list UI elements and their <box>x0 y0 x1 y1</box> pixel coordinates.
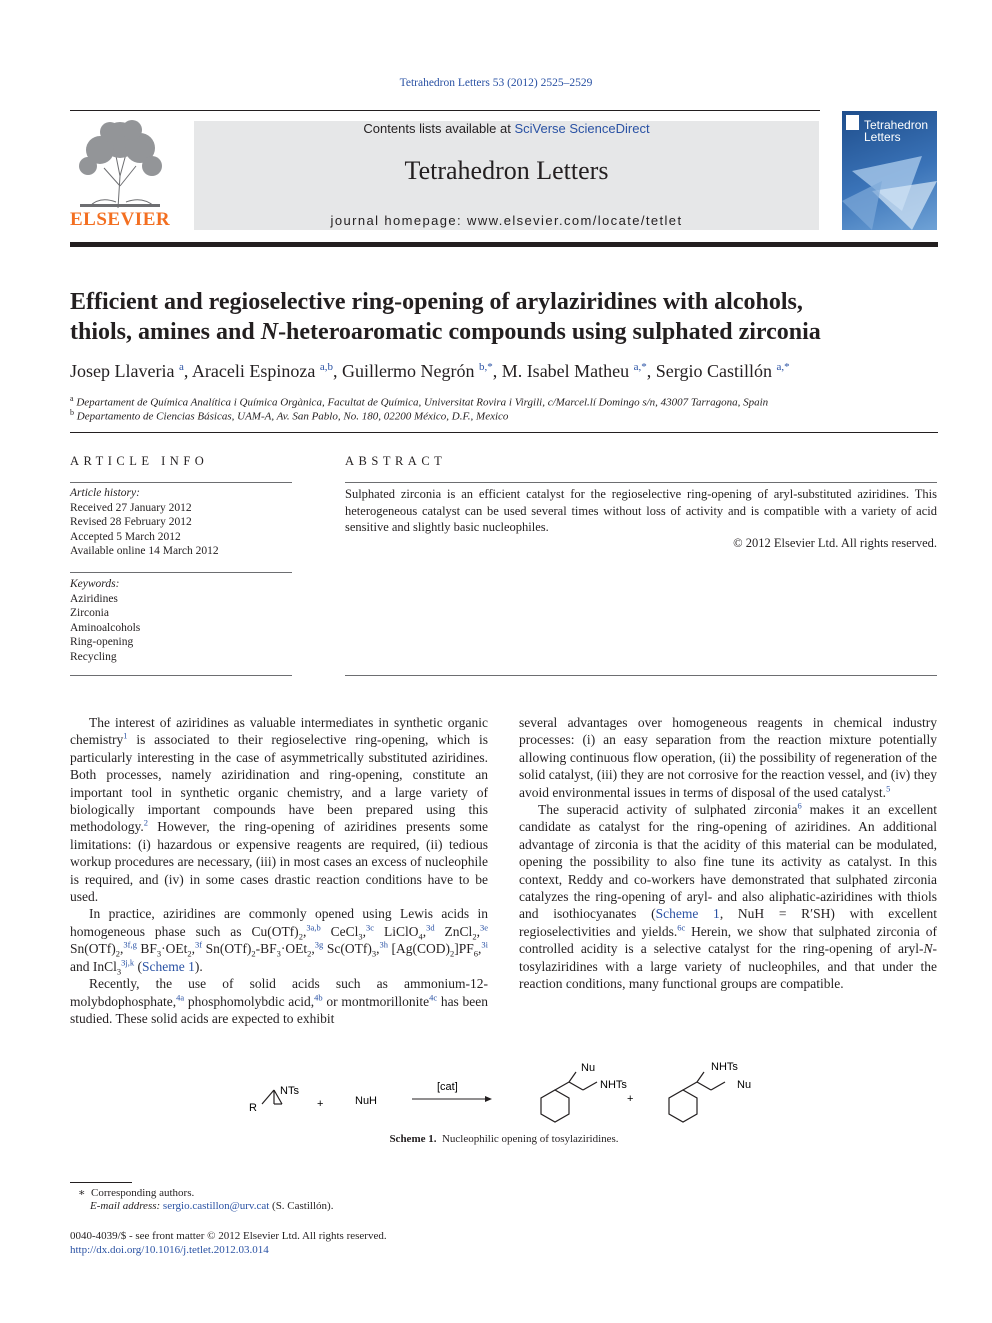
title-line-2a: thiols, amines and <box>70 319 261 345</box>
product-1-structure <box>541 1072 597 1122</box>
elsevier-tree-logo <box>70 116 170 210</box>
header-thick-rule <box>70 242 938 247</box>
article-title <box>70 287 938 347</box>
author-affil-sup[interactable]: a,b <box>319 361 333 373</box>
scheme-caption <box>0 1133 992 1145</box>
product-1-nu-label: Nu <box>581 1062 596 1074</box>
body-paragraph: The interest of aziridines as valuable intermediates in synthetic organic chemistry$^1$ is associated to their regioselective ring-opening, which is particularly interesting in the case of asymmetrically substituted aziridines. Both processes, namely aziridination and ring-opening, constitute an important tool in synthetic organic chemistry, and a large variety of biologically important compounds have been prepared using this methodology.$^2$ However, the ring-opening of aziridines presents some limitations: (i) hazardous or expensive reagents are required, (ii) tedious workup procedures are necessary, (iii) in most cases an excess of nucleophile is required, and (iv) in some cases drastic reaction conditions have to be used. <box>70 715 488 905</box>
journal-title: Tetrahedron Letters <box>404 156 609 185</box>
info-rule-3 <box>70 675 292 676</box>
doi-link[interactable]: http://dx.doi.org/10.1016/j.tetlet.2012.03.014 <box>70 1244 269 1256</box>
cover-title-line2: Letters <box>864 130 901 144</box>
author-name: Guillermo Negrón <box>341 361 475 381</box>
keywords <box>70 577 292 664</box>
product-1-nhts-label: NHTs <box>600 1079 627 1091</box>
author-name: Josep Llaveria <box>70 361 175 381</box>
journal-citation[interactable]: Tetrahedron Letters 53 (2012) 2525–2529 <box>399 77 593 89</box>
homepage-line <box>194 213 819 228</box>
affiliation-sup: b <box>70 408 74 417</box>
abstract-copyright: © 2012 Elsevier Ltd. All rights reserved. <box>733 536 937 550</box>
info-rule-2 <box>70 572 292 573</box>
email-note <box>90 1200 333 1212</box>
keyword-item: Zirconia <box>70 607 109 619</box>
history-item: Revised 28 February 2012 <box>70 516 192 528</box>
corresponding-note: ∗ Corresponding authors. <box>78 1187 195 1199</box>
aziridine-nts-label: NTs <box>280 1085 299 1097</box>
info-rule-1 <box>70 482 292 483</box>
author-affil-sup[interactable]: a,* <box>776 361 790 373</box>
cover-title <box>864 119 928 143</box>
scheme-1-diagram <box>240 1050 770 1125</box>
history-item: Received 27 January 2012 <box>70 501 192 514</box>
body-paragraph: In practice, aziridines are commonly opened using Lewis acids in homogeneous phase such as $Cu(OTf)_2,^{3a,b}$ CeCl$_3$,$^{3c}$ LiClO$_4$,$^{3d}$ ZnCl$_2$,$^{3e}$ $Sn(OTf)_2,^{3f,g}$ $BF_3\cdot OEt_2,^{3f}$ $Sn(OTf)_2-BF_3\cdot OEt_2,^{3g}$ $Sc(OTf)_3,^{3h}$ $[Ag(COD)_2]PF_6,^{3i}$ and InCl$_3^{3j,k}$ (Scheme 1). <box>70 906 488 977</box>
contents-line <box>194 121 819 136</box>
plus-sign: + <box>317 1098 324 1110</box>
author-affil-sup[interactable]: a,* <box>633 361 647 373</box>
title-italic-n: N <box>260 319 279 345</box>
affiliation-text: Departament de Química Analítica i Química Orgànica, Facultat de Química, Universitat Rovira i Virgili, c/Marcel.lí Domingo s/n, 43007 Tarragona, Spain <box>76 396 769 409</box>
keywords-label: Keywords: <box>70 578 120 590</box>
abstract-rule-top <box>345 482 937 483</box>
journal-cover[interactable] <box>842 111 937 230</box>
cover-title-line1: Tetrahedron <box>864 118 929 132</box>
keyword-item: Ring-opening <box>70 636 134 648</box>
aziridine-r-label: R <box>249 1102 257 1114</box>
title-line-2 <box>70 317 938 347</box>
email-owner: (S. Castillón). <box>269 1200 334 1212</box>
article-history <box>70 486 292 559</box>
catalyst-label: [cat] <box>437 1081 458 1093</box>
product-2-nhts-label: NHTs <box>711 1061 738 1073</box>
cover-graphic <box>842 151 937 230</box>
elsevier-wordmark[interactable]: ELSEVIER <box>70 209 171 230</box>
title-rule <box>70 432 938 433</box>
scheme-link[interactable]: Scheme 1 <box>655 906 720 922</box>
history-item: Available online 14 March 2012 <box>70 545 219 557</box>
abstract-heading: ABSTRACT <box>345 454 447 468</box>
scheme-label: Scheme 1. <box>389 1133 437 1145</box>
products-plus-sign: + <box>627 1093 634 1105</box>
body-paragraph: several advantages over homogeneous reagents in chemical industry processes: (i) an easy separation from the reaction mixture potentially allowing continuous flow operation, (ii) the possibility of regeneration of the solid catalyst, (iii) they are not corrosive for the reaction vessel, and (iv) they avoid environmental issues in terms of disposal of the used catalyst.$^5$ <box>519 715 937 800</box>
author-name: Araceli Espinoza <box>191 361 316 381</box>
keyword-item: Aziridines <box>70 592 118 605</box>
keyword-item: Aminoalcohols <box>70 621 141 634</box>
contents-prefix: Contents lists available at <box>363 121 515 136</box>
title-line-1: Efficient and regioselective ring-opening of arylaziridines with alcohols, <box>70 289 803 315</box>
affiliation-b <box>70 408 938 423</box>
affiliation-sup: a <box>70 394 74 403</box>
scheme-caption-text: Nucleophilic opening of tosylaziridines. <box>441 1133 619 1145</box>
title-line-2b: -heteroaromatic compounds using sulphated zirconia <box>278 319 821 345</box>
nuh-label: NuH <box>355 1095 378 1107</box>
history-label: Article history: <box>70 487 140 499</box>
issn-line: 0040-4039/$ - see front matter © 2012 Elsevier Ltd. All rights reserved. <box>70 1230 387 1242</box>
body-paragraph: Recently, the use of solid acids such as ammonium-12-molybdophosphate,$^{4a}$ phosphomolybdic acid,$^{4b}$ or montmorillonite$^{4c}$ has been studied. These solid acids are expected to exhibit <box>70 976 488 1026</box>
footnote-rule <box>70 1182 132 1183</box>
keyword-item: Recycling <box>70 650 117 663</box>
affiliation-text: Departamento de Ciencias Básicas, UAM-A, Av. San Pablo, No. 180, 02200 México, D.F., Mexico <box>76 410 509 423</box>
homepage-link[interactable]: www.elsevier.com/locate/tetlet <box>467 213 683 228</box>
email-link[interactable]: sergio.castillon@urv.cat <box>162 1200 270 1212</box>
author-name: M. Isabel Matheu <box>501 361 630 381</box>
author-name: Sergio Castillón <box>655 361 772 381</box>
scheme-link[interactable]: Scheme 1 <box>142 958 195 974</box>
product-2-structure <box>669 1072 725 1122</box>
author-list: Josep Llaveria $^a$, Araceli Espinoza $^{a,b}$, Guillermo Negrón $^{b,*}$, M. Isabel Matheu $^{a,*}$, Sergio Castillón $^{a,*}$ <box>70 361 790 381</box>
header-rule <box>70 110 820 111</box>
cover-logo <box>846 115 859 130</box>
sciencedirect-link[interactable]: SciVerse ScienceDirect <box>514 121 650 136</box>
arrowhead-icon <box>485 1096 492 1102</box>
abstract-rule-bottom <box>345 675 937 676</box>
homepage-prefix: journal homepage: <box>330 213 468 228</box>
article-info-heading: ARTICLE INFO <box>70 454 209 468</box>
corresponding-text: Corresponding authors. <box>90 1187 195 1199</box>
doi-line <box>70 1244 269 1256</box>
aziridine-structure <box>262 1090 282 1104</box>
body-column-left <box>70 714 488 1027</box>
author-affil-sup[interactable]: a <box>178 361 184 373</box>
abstract-body: Sulphated zirconia is an efficient catalyst for the regioselective ring-opening of aryl-substituted aziridines. This heterogeneous catalyst can be used several times without loss of activity and is compatible with a variety of acid sensitive and slightly basic nucleophiles. <box>345 487 937 534</box>
body-column-right <box>519 714 937 993</box>
affiliation-a <box>70 394 938 409</box>
body-paragraph: The superacid activity of sulphated zirconia$^6$ makes it an excellent candidate as catalyst for the ring-opening of aziridines. An additional advantage of zirconia is that the acidity of this material can be modulated, opening the possibility to also fine tune its activity as catalyst. In this context, Reddy and co-workers have demonstrated that sulphated zirconia catalyzes the ring-opening of aryl- and also aliphatic-aziridines with thiols and isothiocyanates (Scheme 1, NuH = R′SH) with excellent regioselectivities and yields.$^{6c}$ Herein, we show that sulphated zirconia of controlled acidity is a selective catalyst for the ring-opening of aryl-N-tosylaziridines with a large variety of nucleophiles, and that under the reaction conditions, many functional groups are compatible. <box>519 800 937 992</box>
email-label: E-mail address: <box>90 1200 163 1212</box>
history-item: Accepted 5 March 2012 <box>70 530 181 543</box>
product-2-nu-label: Nu <box>737 1079 752 1091</box>
author-affil-sup[interactable]: b,* <box>478 361 493 373</box>
